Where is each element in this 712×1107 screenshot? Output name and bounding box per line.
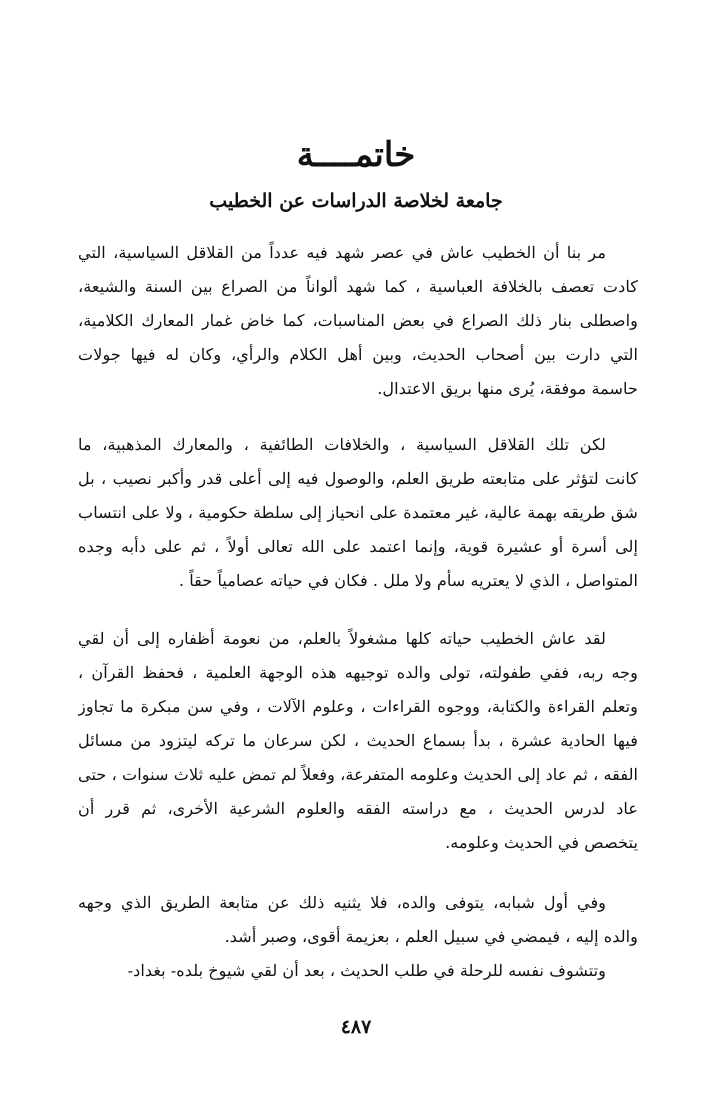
chapter-subtitle: جامعة لخلاصة الدراسات عن الخطيب [209, 190, 503, 212]
text-line: والده إليه ، فيمضي في سبيل العلم ، بعزيمة أقوى، وصبر أشد. [224, 927, 638, 946]
text-line: حاسمة موفقة، يُرى منها بريق الاعتدال. [377, 379, 638, 398]
text-line: لقد عاش الخطيب حياته كلها مشغولاً بالعلم، من نعومة أظفاره إلى أن لقي [78, 629, 606, 648]
text-line: لكن تلك القلاقل السياسية ، والخلافات الطائفية ، والمعارك المذهبية، ما [78, 435, 606, 454]
text-line: واصطلى بنار ذلك الصراع في بعض المناسبات، كما خاض غمار المعارك الكلامية، [78, 311, 638, 330]
text-line: وفي أول شبابه، يتوفى والده، فلا يثنيه ذلك عن متابعة الطريق الذي وجهه [78, 893, 606, 912]
text-line: فيها الحادية عشرة ، بدأ بسماع الحديث ، لكن سرعان ما تركه ليتزود من مسائل [78, 731, 638, 750]
text-line: وتتشوف نفسه للرحلة في طلب الحديث ، بعد أن لقي شيوخ بلده- بغداد- [127, 961, 606, 980]
text-line: وجه ربه، ففي طفولته، تولى والده توجيهه هذه الوجهة العلمية ، فحفظ القرآن ، [78, 663, 638, 682]
text-line: يتخصص في الحديث وعلومه. [445, 833, 638, 852]
text-line: إلى أسرة أو عشيرة قوية، وإنما اعتمد على الله تعالى أولاً ، ثم على دأبه وجده [78, 537, 638, 556]
text-line: التي دارت بين أصحاب الحديث، وبين أهل الكلام والرأي، وكان له فيها جولات [78, 345, 638, 364]
paragraph-1 [78, 236, 638, 406]
text-line: كادت تعصف بالخلافة العباسية ، كما شهد ألواناً من الصراع بين السنة والشيعة، [78, 277, 638, 296]
text-line: كانت لتؤثر على متابعته طريق العلم، والوصول فيه إلى أعلى قدر وأكبر نصيب ، بل [78, 469, 638, 488]
paragraph-4 [78, 886, 638, 954]
text-line: مر بنا أن الخطيب عاش في عصر شهد فيه عدداً من القلاقل السياسية، التي [78, 243, 606, 262]
paragraph-2 [78, 428, 638, 598]
page-number: ٤٨٧ [340, 1016, 372, 1038]
text-line: الفقه ، ثم عاد إلى الحديث وعلومه المتفرعة، وفعلاً لم تمض عليه ثلاث سنوات ، حتى [78, 765, 638, 784]
paragraph-5 [78, 954, 638, 988]
paragraph-3 [78, 622, 638, 860]
text-line: المتواصل ، الذي لا يعتريه سأم ولا ملل . فكان في حياته عصامياً حقاً . [178, 571, 638, 590]
text-line: شق طريقه بهمة عالية، غير معتمدة على انحياز إلى سلطة حكومية ، ولا على انتساب [78, 503, 638, 522]
text-line: عاد لدرس الحديث ، مع دراسته الفقه والعلوم الشرعية الأخرى، ثم قرر أن [78, 799, 638, 818]
text-line: وتعلم القراءة والكتابة، ووجوه القراءات ، وعلوم الآلات ، وفي سن مبكرة ما تجاوز [78, 697, 638, 716]
chapter-title: خاتمــــة [296, 135, 416, 175]
